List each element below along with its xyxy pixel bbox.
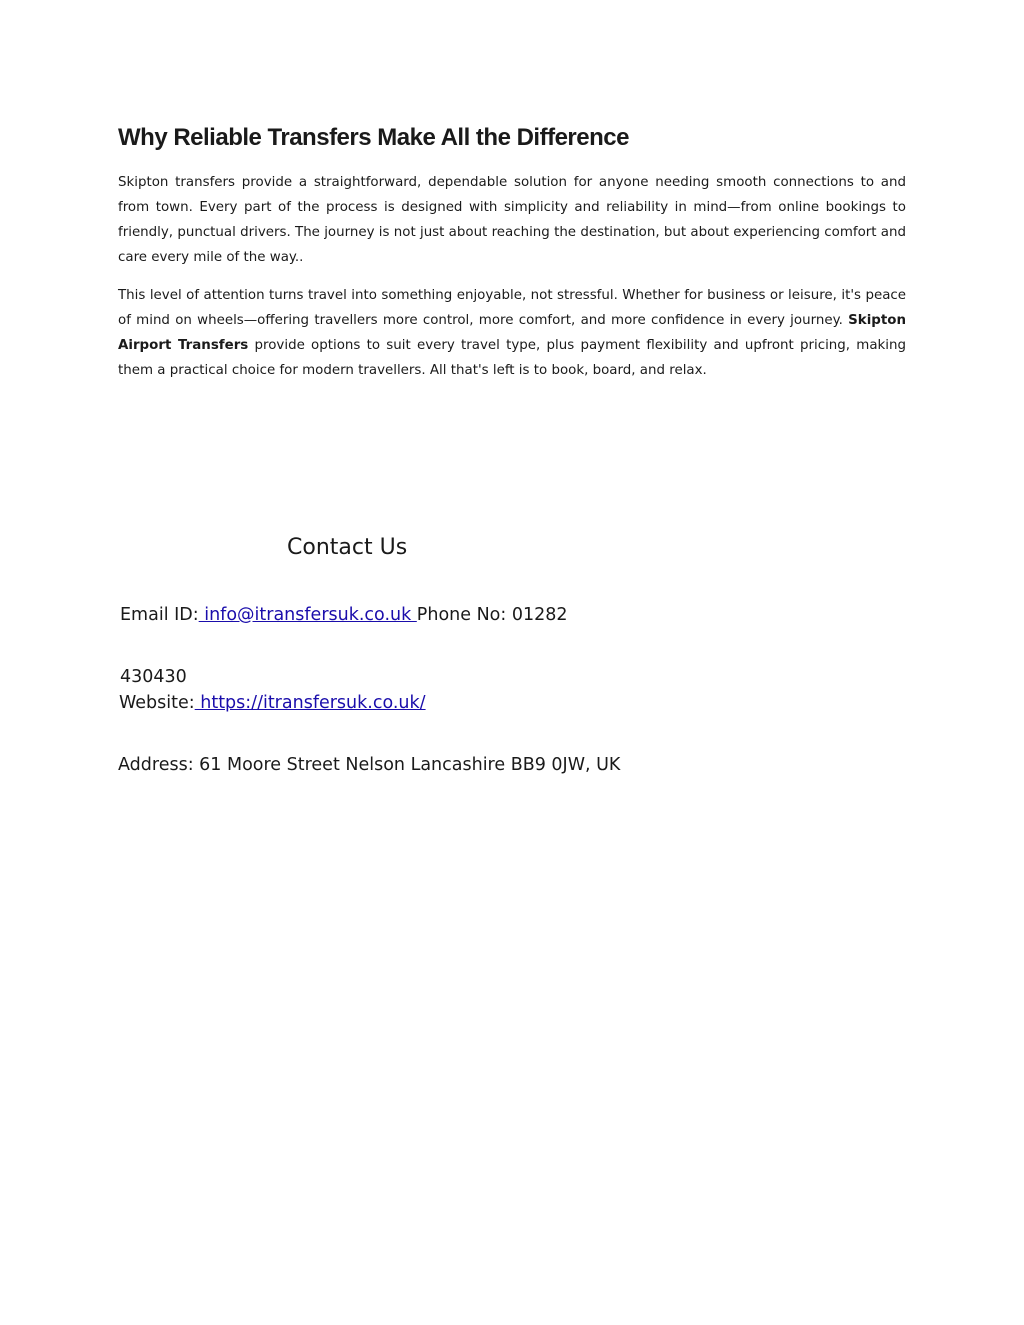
website-link[interactable]: https://itransfersuk.co.uk/ <box>194 693 426 713</box>
phone-number-continuation: 430430 <box>120 667 187 687</box>
website-line <box>119 691 426 715</box>
phone-label: Phone No: 01282 <box>416 605 568 625</box>
website-label: Website: <box>119 693 195 713</box>
email-link[interactable]: info@itransfersuk.co.uk <box>198 605 417 625</box>
article-heading: Why Reliable Transfers Make All the Difference <box>118 124 629 151</box>
article-paragraph-2 <box>118 283 906 383</box>
email-phone-line <box>120 603 568 627</box>
contact-title: Contact Us <box>287 535 408 560</box>
email-label: Email ID: <box>120 605 199 625</box>
article-paragraph-1: Skipton transfers provide a straightforward, dependable solution for anyone needing smooth connections to and from town. Every part of the process is designed with simplicity and reliability in mind—from online bookings to friendly, punctual drivers. The journey is not just about reaching the destination, but about experiencing comfort and care every mile of the way.. <box>118 175 906 265</box>
address-line: Address: 61 Moore Street Nelson Lancashire BB9 0JW, UK <box>118 755 621 775</box>
paragraph-2-text-start: This level of attention turns travel into something enjoyable, not stressful. Whether for business or leisure, it's peace of mind on wheels—offering travellers more control, more comfort, and more confidence in every journey. <box>118 288 906 328</box>
paragraph-2-bold-phrase: Skipton Airport Transfers <box>118 313 906 353</box>
paragraph-2-text-end: provide options to suit every travel type, plus payment flexibility and upfront pricing, making them a practical choice for modern travellers. All that's left is to book, board, and relax. <box>118 338 907 378</box>
